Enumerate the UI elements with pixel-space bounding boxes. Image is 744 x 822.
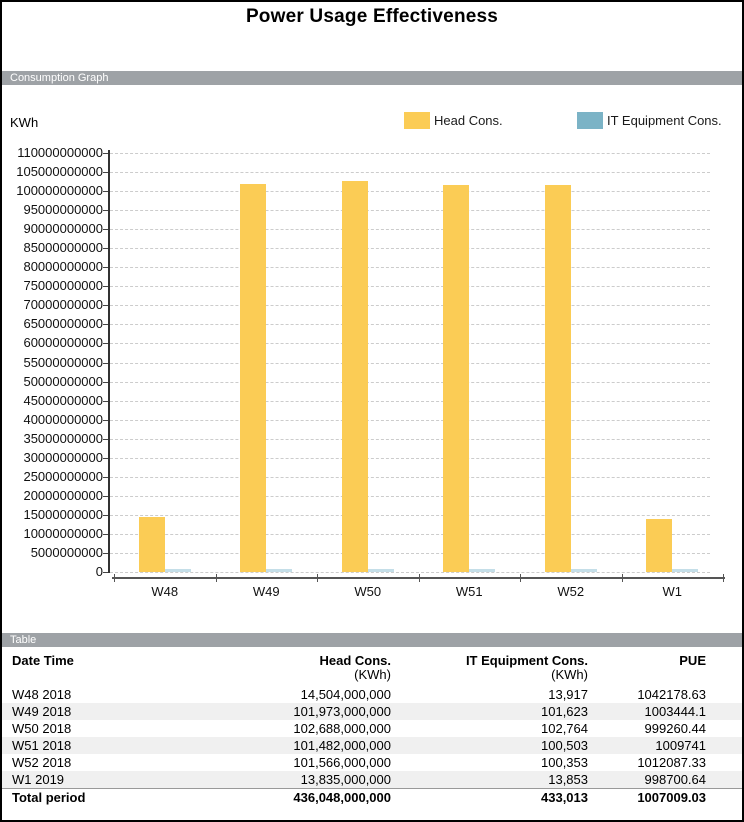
gridline bbox=[110, 229, 710, 230]
y-axis-tick-label: 100000000000 bbox=[16, 183, 103, 199]
x-axis-tick bbox=[520, 574, 521, 582]
table-cell: 436,048,000,000 bbox=[192, 789, 393, 807]
column-header-sublabel: (KWh) bbox=[551, 667, 588, 682]
bar-head-cons bbox=[443, 185, 469, 572]
column-header-label: Date Time bbox=[12, 653, 74, 668]
gridline bbox=[110, 420, 710, 421]
table-row bbox=[2, 686, 742, 703]
table-cell: 100,353 bbox=[541, 755, 588, 770]
y-axis-tick-label: 65000000000 bbox=[23, 316, 103, 332]
x-axis-category-label: W51 bbox=[455, 584, 483, 599]
gridline bbox=[110, 477, 710, 478]
table-cell: 1042178.63 bbox=[637, 687, 706, 702]
bar-it-equipment-cons bbox=[672, 569, 698, 572]
gridline bbox=[110, 553, 710, 554]
x-axis-tick bbox=[317, 574, 318, 582]
bar-head-cons bbox=[139, 517, 165, 572]
y-axis-tick-label: 45000000000 bbox=[23, 392, 103, 408]
table-cell: 999260.44 bbox=[644, 721, 706, 736]
column-header-head-cons bbox=[192, 650, 393, 686]
gridline bbox=[110, 248, 710, 249]
bar-it-equipment-cons bbox=[368, 569, 394, 572]
gridline bbox=[110, 572, 710, 573]
y-axis-tick-label: 60000000000 bbox=[23, 335, 103, 351]
y-axis-tick-label: 0 bbox=[95, 564, 103, 579]
consumption-bar-chart bbox=[2, 2, 742, 622]
gridline bbox=[110, 305, 710, 306]
consumption-table bbox=[2, 650, 742, 806]
y-axis-tick-label: 30000000000 bbox=[23, 449, 103, 465]
gridline bbox=[110, 534, 710, 535]
bar-head-cons bbox=[545, 185, 571, 572]
column-header-pue bbox=[590, 650, 742, 686]
table-cell: 1012087.33 bbox=[637, 755, 706, 770]
table-cell: 13,835,000,000 bbox=[192, 771, 393, 789]
table-cell: W50 2018 bbox=[12, 721, 72, 736]
y-axis-tick-label: 90000000000 bbox=[23, 221, 103, 237]
gridline bbox=[110, 515, 710, 516]
table-cell: 14,504,000,000 bbox=[300, 687, 391, 702]
gridline bbox=[110, 172, 710, 173]
x-axis-category-label: W50 bbox=[354, 584, 382, 599]
table-row bbox=[2, 703, 742, 720]
y-axis-tick-label: 75000000000 bbox=[23, 278, 103, 294]
table-cell: 13,853 bbox=[393, 771, 590, 789]
y-axis-tick-label: 20000000000 bbox=[23, 487, 103, 503]
page-title: Power Usage Effectiveness bbox=[245, 6, 499, 27]
table-header-row bbox=[2, 650, 742, 686]
x-axis-tick bbox=[216, 574, 217, 582]
gridline bbox=[110, 286, 710, 287]
y-axis-tick-label: 5000000000 bbox=[30, 544, 103, 560]
table-cell: 1009741 bbox=[590, 737, 742, 754]
x-axis-tick bbox=[622, 574, 623, 582]
y-axis-tick-label: 105000000000 bbox=[16, 164, 103, 180]
table-cell: W1 2019 bbox=[2, 771, 192, 789]
table-total-row bbox=[2, 789, 742, 807]
column-header-it-equipment-cons bbox=[393, 650, 590, 686]
column-header-label: PUE bbox=[679, 653, 706, 668]
table-row bbox=[2, 720, 742, 737]
column-header-label: IT Equipment Cons. bbox=[465, 653, 588, 668]
y-axis-tick-label: 55000000000 bbox=[23, 354, 103, 370]
gridline bbox=[110, 343, 710, 344]
table-cell: 1007009.03 bbox=[590, 789, 742, 807]
table-cell: 102,764 bbox=[541, 721, 588, 736]
column-header-date-time bbox=[2, 650, 192, 686]
y-axis-tick-label: 70000000000 bbox=[23, 297, 103, 313]
x-axis-category-label: W48 bbox=[151, 584, 179, 599]
x-axis-category-label: W49 bbox=[252, 584, 280, 599]
gridline bbox=[110, 401, 710, 402]
table-cell: 100,503 bbox=[393, 737, 590, 754]
consumption-graph-section-label: Consumption Graph bbox=[10, 72, 109, 84]
table-section-label: Table bbox=[10, 634, 37, 646]
gridline bbox=[110, 267, 710, 268]
x-axis-category-label: W1 bbox=[662, 584, 682, 599]
bar-head-cons bbox=[342, 181, 368, 572]
gridline bbox=[110, 324, 710, 325]
legend-label-it-equipment-cons: IT Equipment Cons. bbox=[607, 113, 722, 128]
y-axis-tick-label: 85000000000 bbox=[23, 240, 103, 256]
y-axis-unit-label: KWh bbox=[10, 115, 39, 130]
x-axis-tick bbox=[723, 574, 724, 582]
gridline bbox=[110, 382, 710, 383]
y-axis-tick-label: 15000000000 bbox=[23, 506, 103, 522]
table-section-header bbox=[2, 633, 742, 647]
gridline bbox=[110, 210, 710, 211]
y-axis-tick-label: 25000000000 bbox=[23, 468, 103, 484]
table-cell: W48 2018 bbox=[12, 687, 72, 702]
y-axis-tick-label: 95000000000 bbox=[23, 202, 103, 218]
gridline bbox=[110, 496, 710, 497]
gridline bbox=[110, 363, 710, 364]
gridline bbox=[110, 153, 710, 154]
bar-head-cons bbox=[240, 184, 266, 572]
gridline bbox=[110, 439, 710, 440]
x-axis-tick bbox=[114, 574, 115, 582]
bar-it-equipment-cons bbox=[165, 569, 191, 572]
table-cell: 101,482,000,000 bbox=[192, 737, 393, 754]
column-header-sublabel: (KWh) bbox=[354, 667, 391, 682]
table-cell: W49 2018 bbox=[2, 703, 192, 720]
table-row bbox=[2, 771, 742, 789]
x-axis-category-label: W52 bbox=[557, 584, 585, 599]
table-cell: 433,013 bbox=[393, 789, 590, 807]
table-cell: W51 2018 bbox=[2, 737, 192, 754]
y-axis-tick-label: 80000000000 bbox=[23, 259, 103, 275]
bar-it-equipment-cons bbox=[266, 569, 292, 572]
table-cell: 101,566,000,000 bbox=[293, 755, 391, 770]
table-cell: 101,623 bbox=[393, 703, 590, 720]
table-cell: 13,917 bbox=[548, 687, 588, 702]
table-cell: W52 2018 bbox=[12, 755, 72, 770]
table-cell: Total period bbox=[2, 789, 192, 807]
gridline bbox=[110, 191, 710, 192]
table-row bbox=[2, 754, 742, 771]
bar-it-equipment-cons bbox=[571, 569, 597, 572]
gridline bbox=[110, 458, 710, 459]
bar-head-cons bbox=[646, 519, 672, 572]
legend-label-head-cons: Head Cons. bbox=[434, 113, 503, 128]
y-axis-tick-label: 50000000000 bbox=[23, 373, 103, 389]
column-header-label: Head Cons. bbox=[319, 653, 391, 668]
y-axis-tick-label: 35000000000 bbox=[23, 430, 103, 446]
y-axis-tick-label: 10000000000 bbox=[23, 525, 103, 541]
bar-it-equipment-cons bbox=[469, 569, 495, 572]
y-axis-tick-label: 40000000000 bbox=[23, 411, 103, 427]
table-cell: 1003444.1 bbox=[590, 703, 742, 720]
y-axis-line bbox=[108, 150, 110, 573]
table-cell: 101,973,000,000 bbox=[192, 703, 393, 720]
table-row bbox=[2, 737, 742, 754]
table-cell: 998700.64 bbox=[590, 771, 742, 789]
table-cell: 102,688,000,000 bbox=[293, 721, 391, 736]
y-axis-tick-label: 110000000000 bbox=[17, 145, 103, 160]
x-axis-tick bbox=[419, 574, 420, 582]
